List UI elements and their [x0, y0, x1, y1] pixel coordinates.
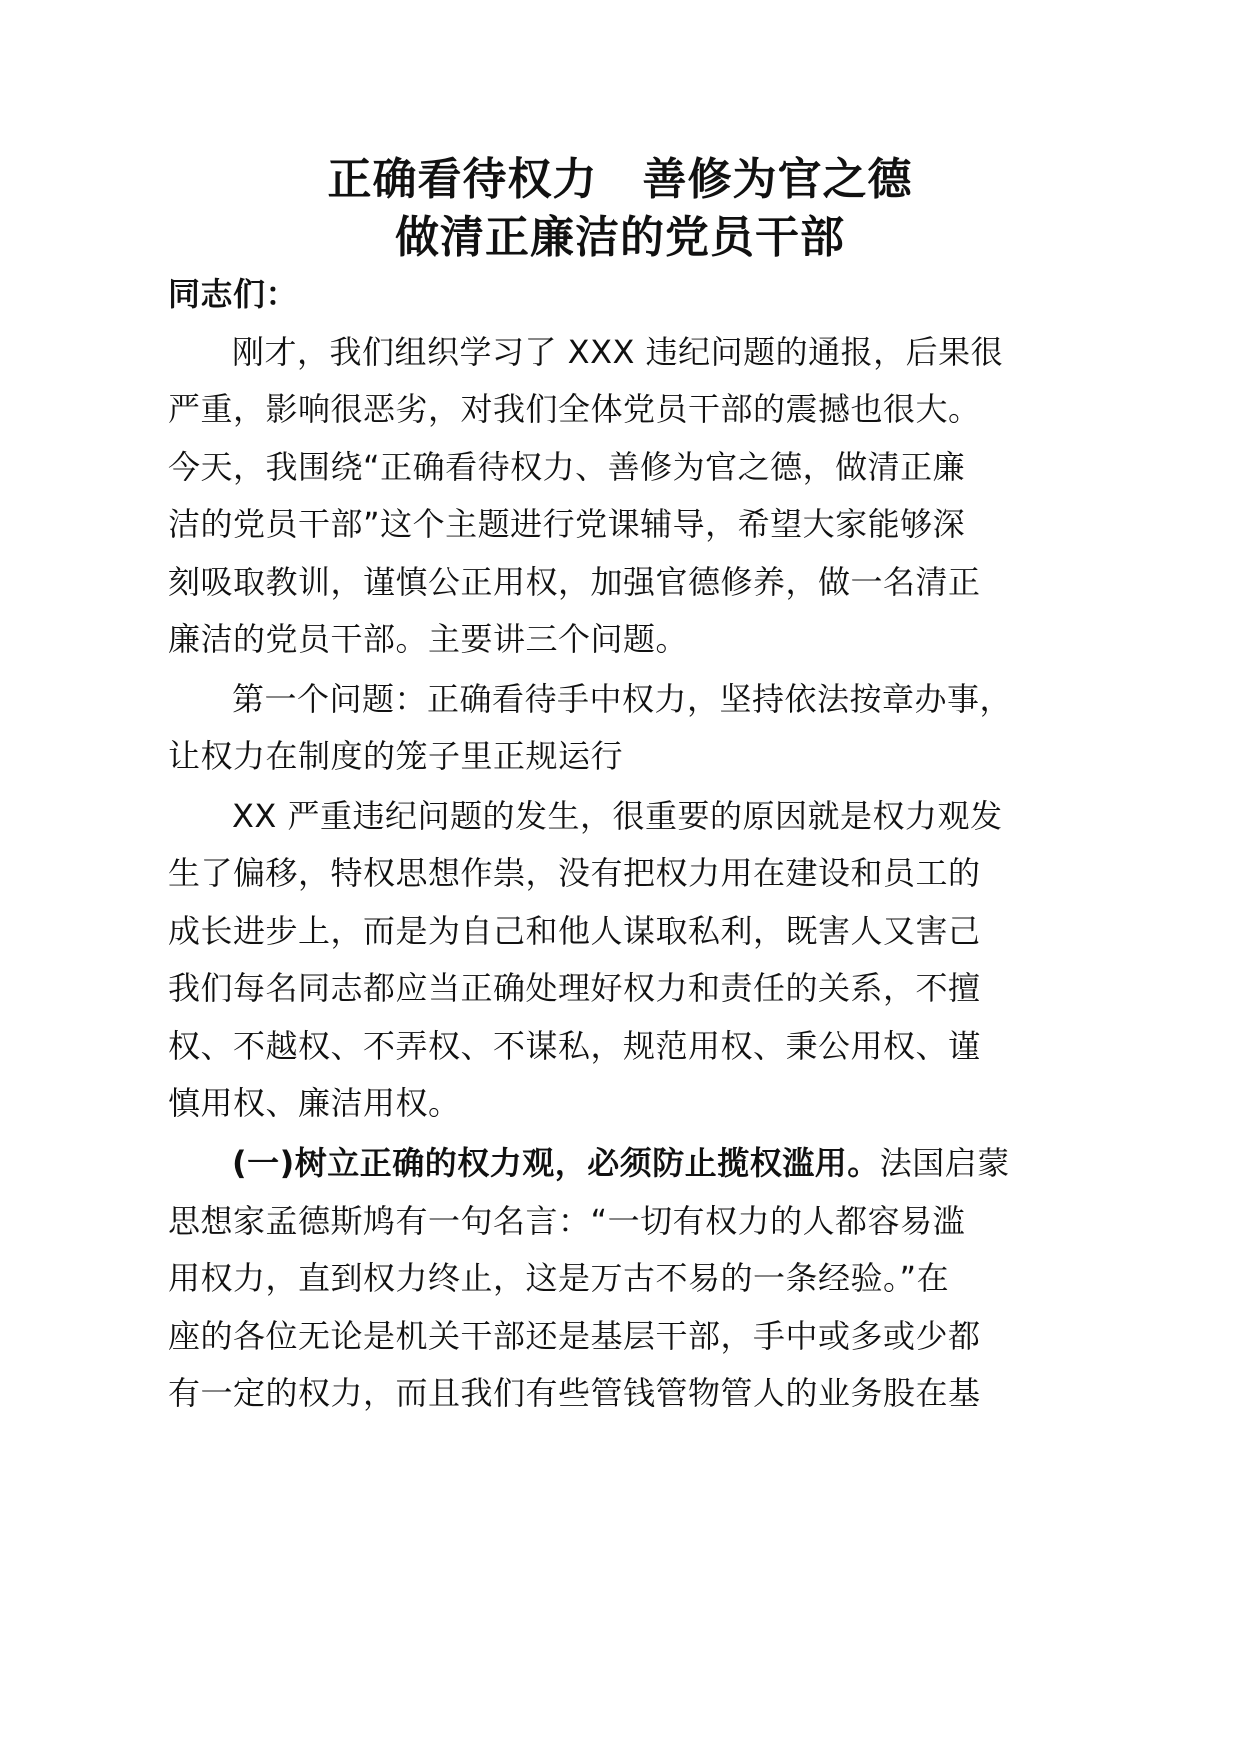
heading-line: 让权力在制度的笼子里正规运行 — [168, 737, 624, 775]
paragraph-line: 思想家孟德斯鸠有一句名言：“一切有权力的人都容易滥 — [168, 1202, 966, 1240]
paragraph-line: 慎用权、廉洁用权。 — [168, 1084, 461, 1122]
section-heading-line — [232, 1141, 1010, 1185]
section-heading-rest: 法国启蒙 — [879, 1144, 1010, 1182]
paragraph-line: 今天，我围绕“正确看待权力、善修为官之德，做清正廉 — [168, 448, 966, 486]
paragraph-line: 廉洁的党员干部。主要讲三个问题。 — [168, 620, 689, 658]
salutation: 同志们： — [168, 275, 299, 313]
paragraph-line: 成长进步上，而是为自己和他人谋取私利，既害人又害己 — [168, 912, 981, 950]
section-heading: (一)树立正确的权力观，必须防止揽权滥用。 — [232, 1144, 880, 1182]
paragraph-line: 严重，影响很恶劣，对我们全体党员干部的震撼也很大。 — [168, 390, 981, 428]
heading-line: 第一个问题：正确看待手中权力，坚持依法按章办事， — [232, 680, 1013, 718]
title-line-1: 正确看待权力 善修为官之德 — [327, 154, 913, 205]
paragraph-line: 座的各位无论是机关干部还是基层干部，手中或多或少都 — [168, 1317, 981, 1355]
paragraph-line: 刻吸取教训，谨慎公正用权，加强官德修养，做一名清正 — [168, 563, 981, 601]
paragraph-line: 洁的党员干部”这个主题进行党课辅导，希望大家能够深 — [168, 505, 966, 543]
paragraph-line: 用权力，直到权力终止，这是万古不易的一条经验。”在 — [168, 1259, 950, 1297]
paragraph-line: 我们每名同志都应当正确处理好权力和责任的关系，不擅 — [168, 969, 981, 1007]
paragraph-line: 权、不越权、不弄权、不谋私，规范用权、秉公用权、谨 — [168, 1027, 981, 1065]
title-line-2: 做清正廉洁的党员干部 — [395, 212, 845, 263]
paragraph-line: 有一定的权力，而且我们有些管钱管物管人的业务股在基 — [168, 1374, 981, 1412]
paragraph-line: XX 严重违纪问题的发生，很重要的原因就是权力观发 — [232, 797, 1003, 835]
paragraph-line: 刚才，我们组织学习了 XXX 违纪问题的通报，后果很 — [232, 333, 1004, 371]
paragraph-line: 生了偏移，特权思想作祟，没有把权力用在建设和员工的 — [168, 854, 981, 892]
